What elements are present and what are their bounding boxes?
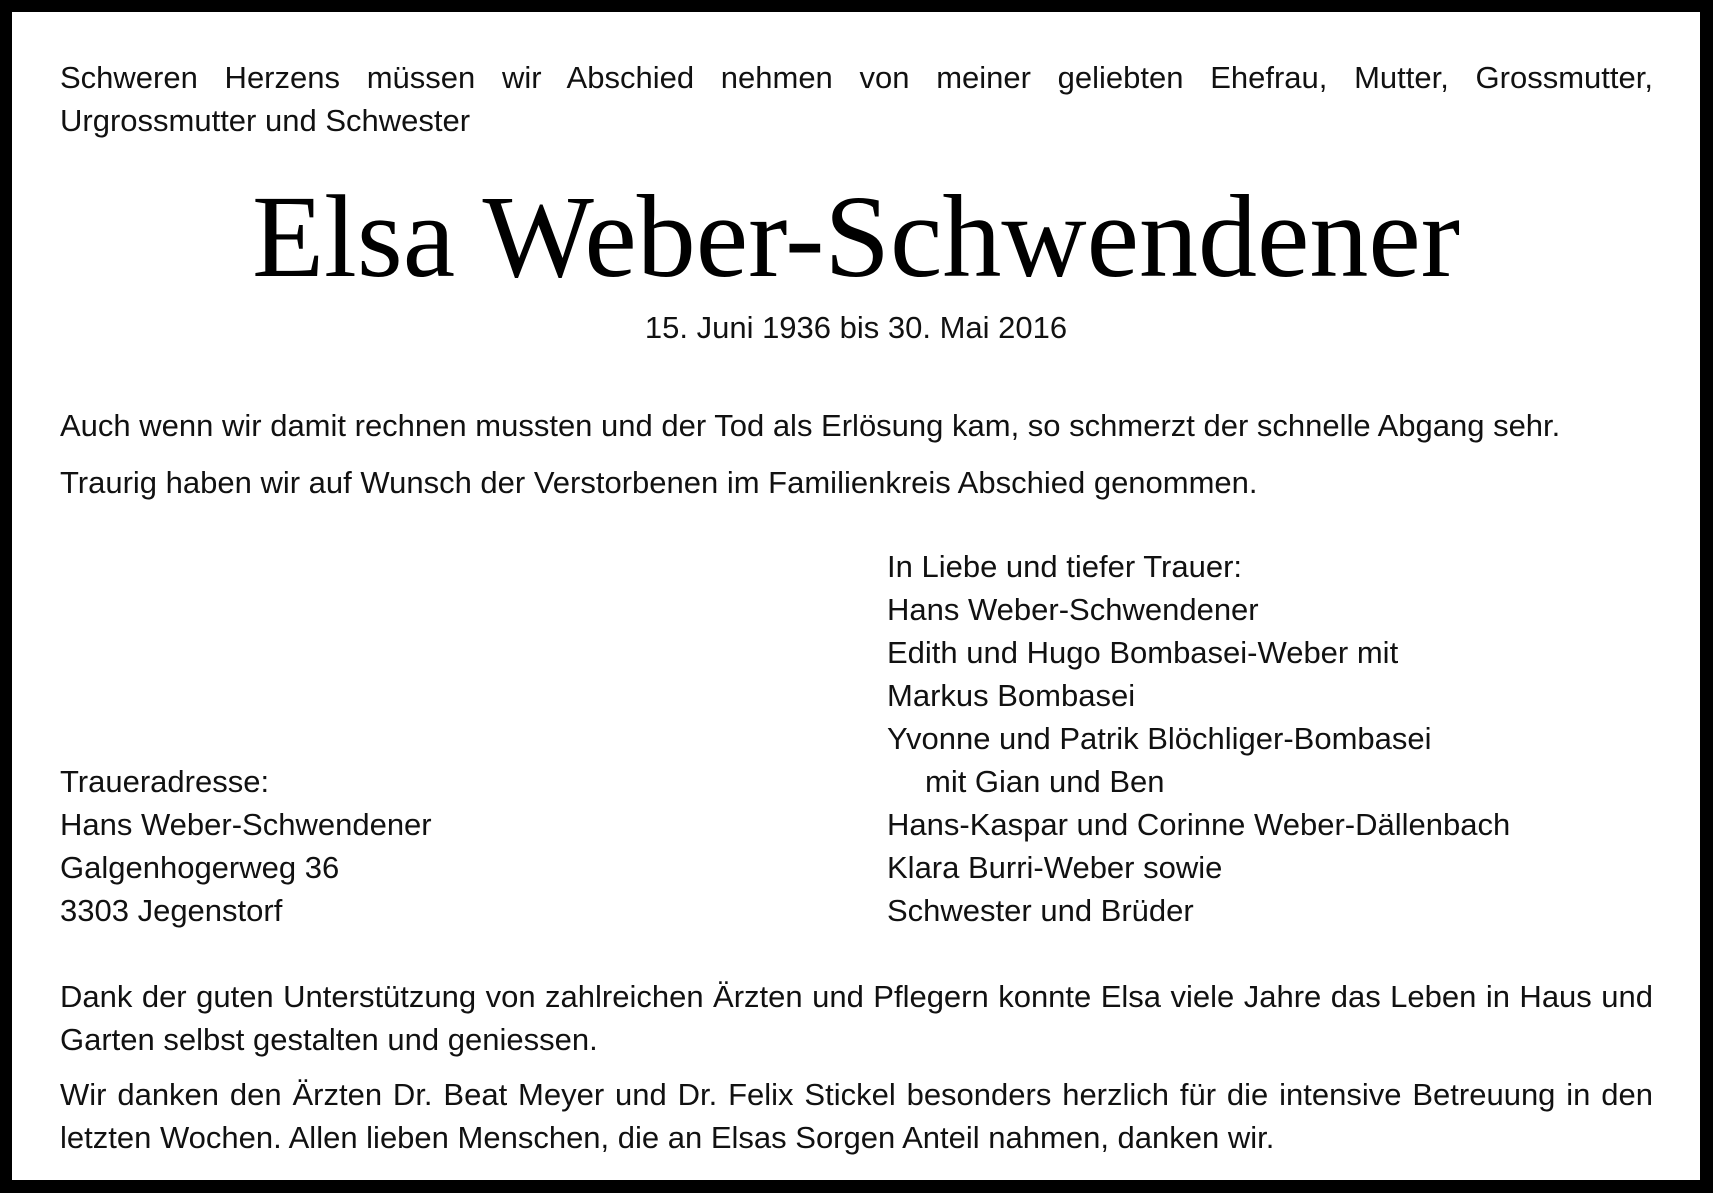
address-line: 3303 Jegenstorf [60,893,283,928]
mourner: Edith und Hugo Bombasei-Weber mit [887,635,1399,670]
address-line: Hans Weber-Schwendener [60,807,432,842]
intro-text: Schweren Herzens müssen wir Abschied nehmen von meiner geliebten Ehefrau, Mutter, Grossmutter, Urgrossmutter und Schwester [60,60,1653,138]
obituary-notice [12,12,1700,1180]
mourner: Schwester und Brüder [887,893,1194,928]
mourner: Hans Weber-Schwendener [887,592,1259,627]
mourner: Klara Burri-Weber sowie [887,850,1223,885]
mourner: Hans-Kaspar und Corinne Weber-Dällenbach [887,807,1511,842]
mourners-list [887,545,1510,932]
address-line: Galgenhogerweg 36 [60,850,340,885]
paragraph-1: Auch wenn wir damit rechnen mussten und der Tod als Erlösung kam, so schmerzt der schnelle Abgang sehr. [60,408,1561,443]
mourner: mit Gian und Ben [925,764,1165,799]
address-heading: Traueradresse: [60,764,270,799]
life-dates: 15. Juni 1936 bis 30. Mai 2016 [644,310,1068,345]
mourner: Markus Bombasei [887,678,1136,713]
mourner: Yvonne und Patrik Blöchliger-Bombasei [887,721,1432,756]
deceased-name: Elsa Weber-Schwendener [251,171,1461,302]
thanks-paragraph-1: Dank der guten Unterstützung von zahlreichen Ärzten und Pflegern konnte Elsa viele Jahre das Leben in Haus und Garten selbst gestalten und geniessen. [60,979,1653,1057]
paragraph-2: Traurig haben wir auf Wunsch der Verstorbenen im Familienkreis Abschied genommen. [60,465,1258,500]
mourning-address [60,760,432,932]
thanks-paragraph-2: Wir danken den Ärzten Dr. Beat Meyer und Dr. Felix Stickel besonders herzlich für die intensive Betreuung in den letzten Wochen. Allen lieben Menschen, die an Elsas Sorgen Anteil nahmen, danken wir. [60,1077,1653,1155]
mourners-heading: In Liebe und tiefer Trauer: [887,549,1243,584]
